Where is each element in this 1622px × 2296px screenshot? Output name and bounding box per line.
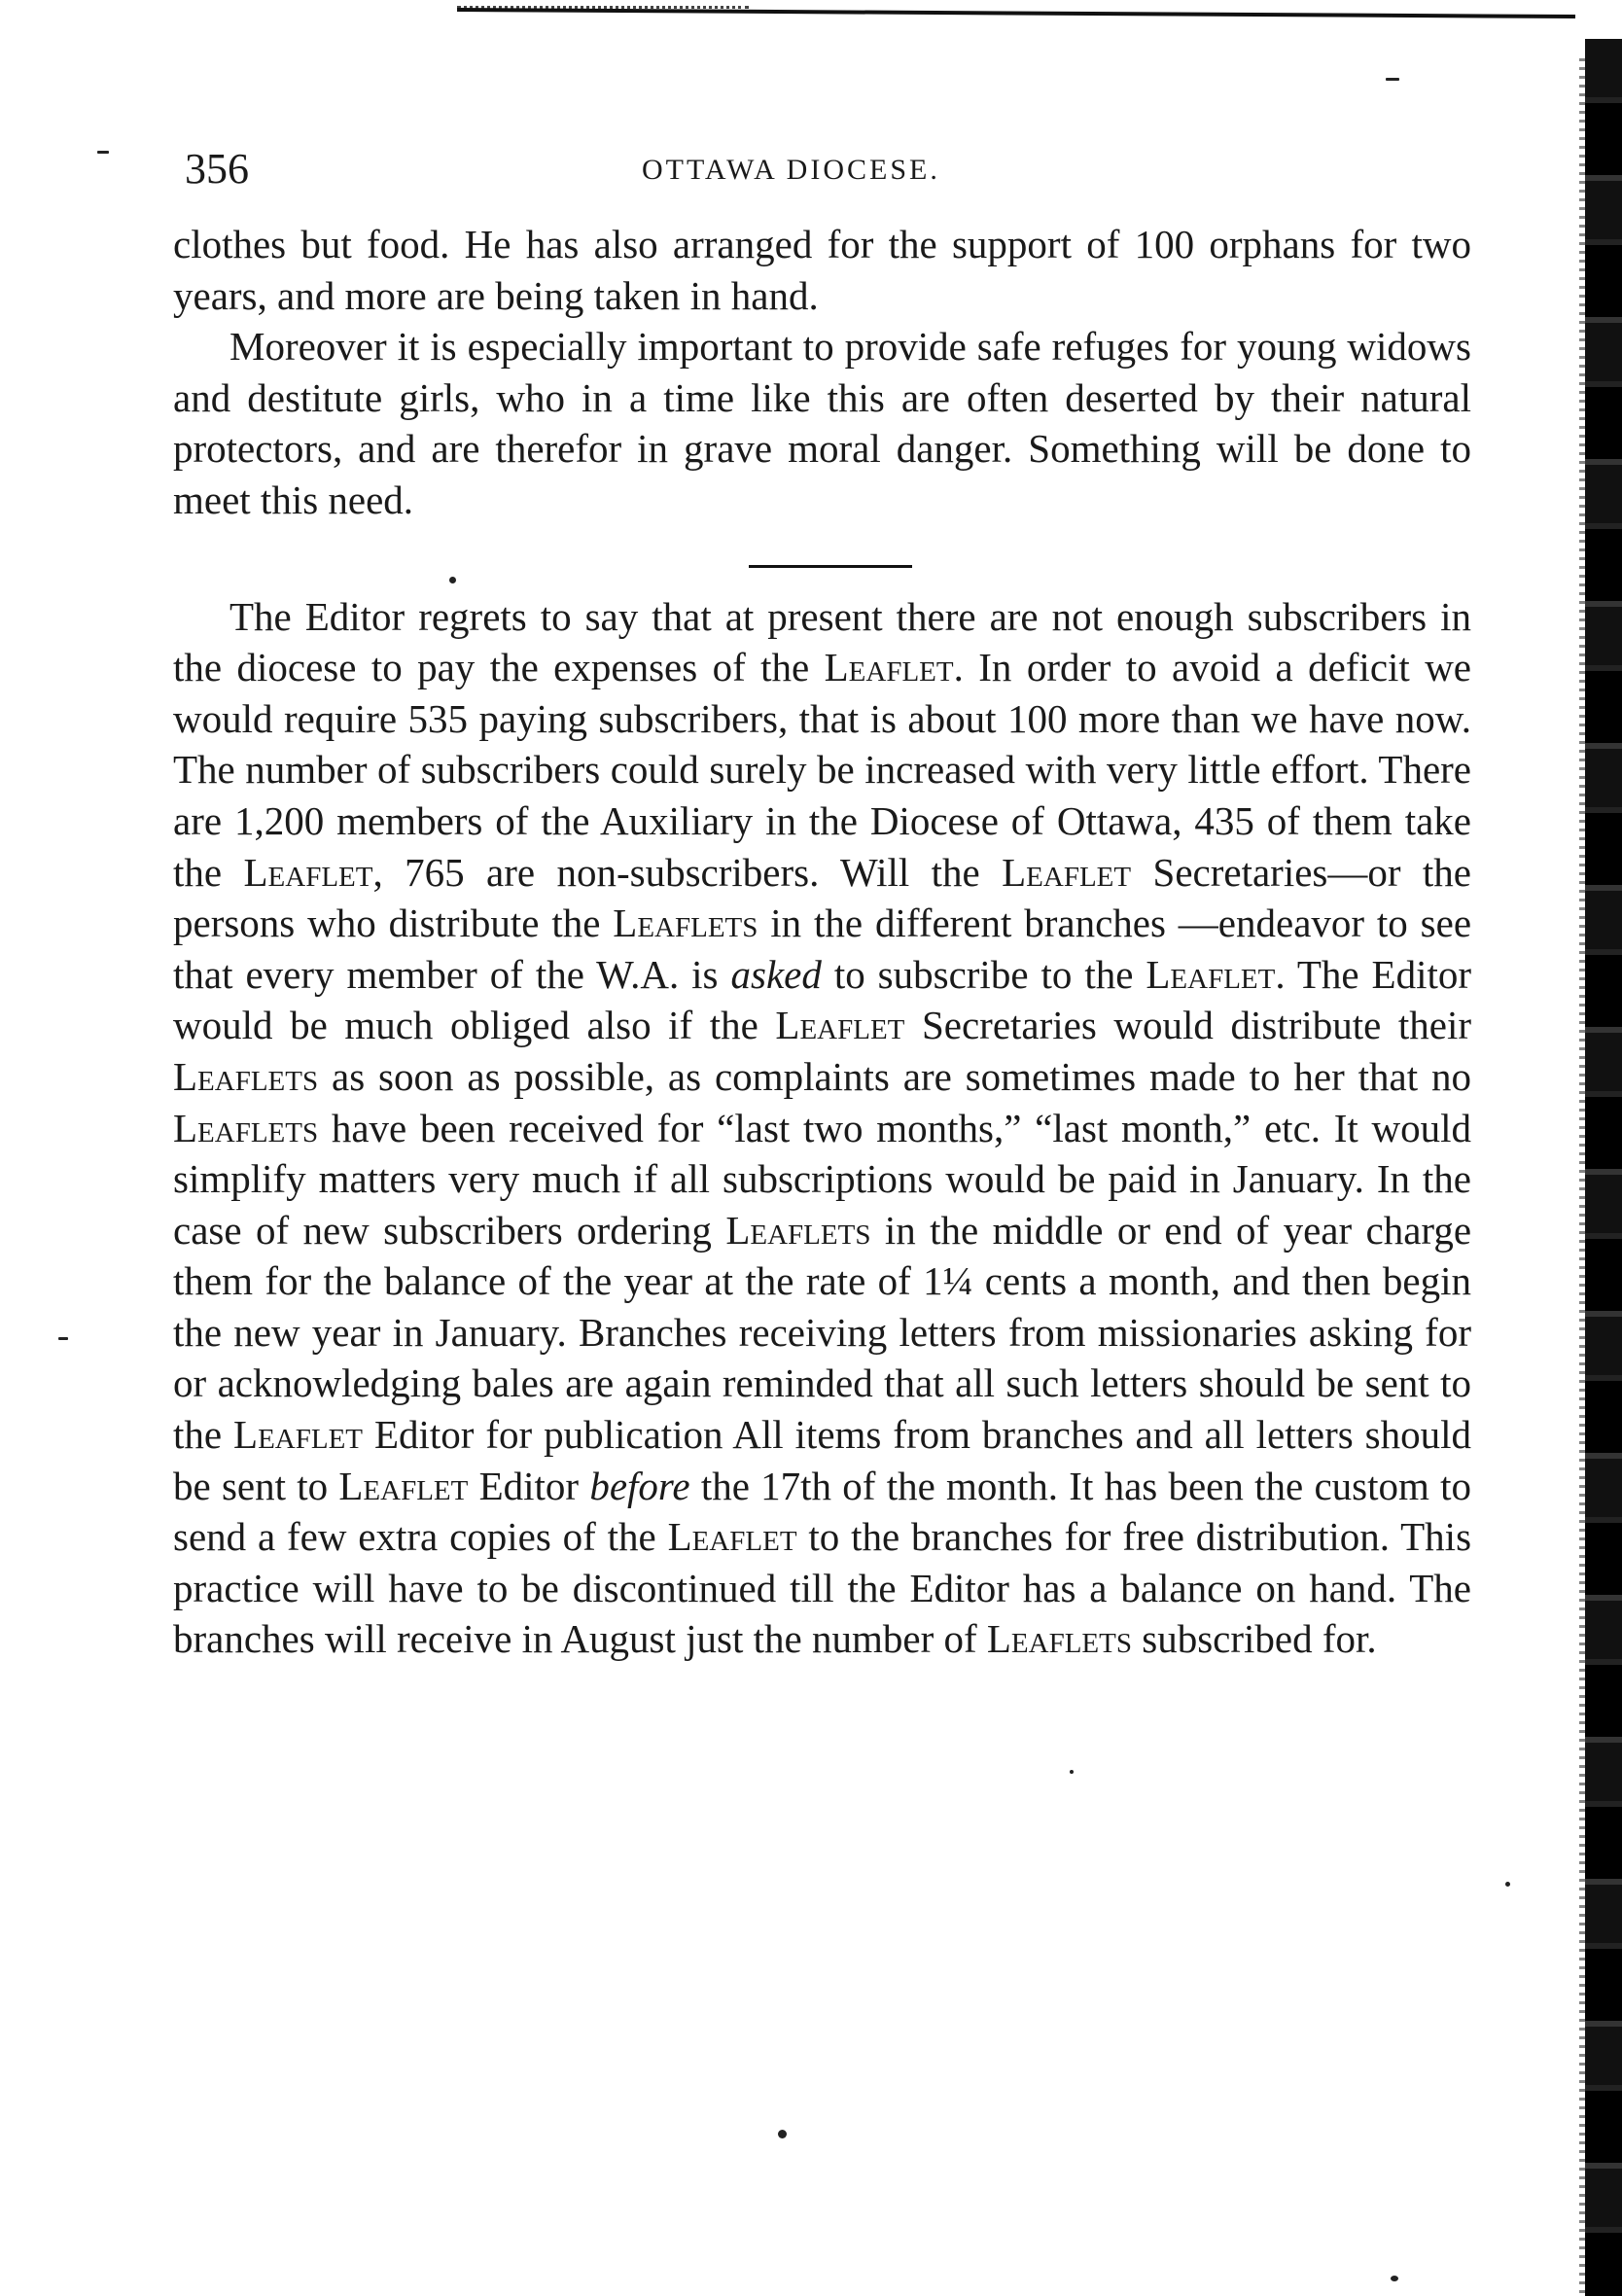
notice-text: to subscribe to the xyxy=(833,951,1134,997)
paragraph-editor-notice xyxy=(173,591,1471,1665)
scan-speck xyxy=(1391,2276,1398,2281)
notice-text: have been received for “last two months,” “last month,” etc. It would simplify matters very much if all subscriptions would be paid in January. In the case of new subscribers ordering xyxy=(173,1105,1472,1253)
notice-text: the 17th of the month. It has been the custom to send a few extra copies of the xyxy=(173,1463,1472,1560)
section-divider xyxy=(749,565,912,568)
scan-speck xyxy=(58,1337,68,1340)
notice-text: The Editor regrets to say that at present there are not enough subscribers in the diocese to pay the expenses of the xyxy=(173,593,1471,690)
page-body xyxy=(173,219,1471,1665)
italic-word: asked xyxy=(730,951,822,997)
notice-text: as soon as possible, as complaints are sometimes made to her that no xyxy=(332,1053,1472,1099)
leaflet-word: Leaflet xyxy=(775,1003,905,1048)
scan-top-edge xyxy=(457,8,1575,28)
scan-speck xyxy=(1070,1770,1074,1774)
leaflet-word: Leaflet xyxy=(1002,849,1132,895)
leaflet-word: Leaflets xyxy=(725,1207,871,1253)
notice-text: . The Editor would be much obliged also if the xyxy=(173,951,1472,1048)
notice-text: Secretaries—or the persons who distribute the xyxy=(173,849,1472,946)
notice-text: in the middle or end of year charge them for the balance of the year at the rate of 1¼ cents a month, and then begin the new year in January. Branches receiving letters from missionaries asking for or acknowledging bales are again reminded that all such letters should be sent to the xyxy=(173,1207,1472,1458)
scan-binding-shadow xyxy=(1585,39,1622,2296)
leaflet-word: Leaflets xyxy=(173,1105,319,1150)
leaflet-word: Leaflet xyxy=(667,1514,797,1560)
notice-text: , 765 are non-subscribers. Will the xyxy=(372,849,980,895)
scan-speck xyxy=(97,151,109,154)
paragraph-refuges: Moreover it is especially important to provide safe refuges for young widows and destitute girls, who in a time like this are often deserted by their natural protectors, and are therefor in grave moral danger. Something will be done to meet this need. xyxy=(173,324,1471,522)
page-header xyxy=(156,136,1478,194)
scan-binding-edge xyxy=(1579,58,1585,2295)
notice-text: Secretaries would distribute their xyxy=(921,1003,1472,1048)
notice-text: subscribed for. xyxy=(1142,1616,1377,1662)
leaflet-word: Leaflet xyxy=(824,645,954,690)
leaflet-word: Leaflet xyxy=(1146,951,1276,997)
notice-text: to the branches for free distribution. This practice will have to be discontinued till the Editor has a balance on hand. The branches will receive in August just the number of xyxy=(173,1514,1472,1662)
page-number: 356 xyxy=(185,145,249,193)
scan-speck xyxy=(1386,78,1399,81)
notice-text: . In order to avoid a deficit we would require 535 paying subscribers, that is about 100 more than we have now. The number of subscribers could surely be increased with very little effort. There are 1,200 members of the Auxiliary in the Diocese of Ottawa, 435 of them take the xyxy=(173,645,1472,895)
notice-text: in the different branches —endeavor to see that every member of the W.A. is xyxy=(173,901,1472,997)
leaflet-word: Leaflets xyxy=(613,901,758,946)
leaflet-word: Leaflet xyxy=(243,849,373,895)
scan-speck xyxy=(778,2130,787,2138)
notice-text: Editor for publication All items from branches and all letters should be sent to xyxy=(173,1412,1472,1508)
italic-word: before xyxy=(589,1463,690,1508)
notice-text: Editor xyxy=(478,1463,580,1508)
leaflet-word: Leaflet xyxy=(233,1412,364,1458)
paragraph-continued: clothes but food. He has also arranged for the support of 100 orphans for two years, and more are being taken in hand. xyxy=(173,222,1471,318)
leaflet-word: Leaflets xyxy=(986,1616,1132,1662)
leaflet-word: Leaflet xyxy=(338,1463,469,1508)
running-head: OTTAWA DIOCESE. xyxy=(642,154,940,186)
scan-speck xyxy=(1505,1882,1510,1887)
leaflet-word: Leaflets xyxy=(173,1053,319,1099)
scan-speck xyxy=(449,577,456,583)
